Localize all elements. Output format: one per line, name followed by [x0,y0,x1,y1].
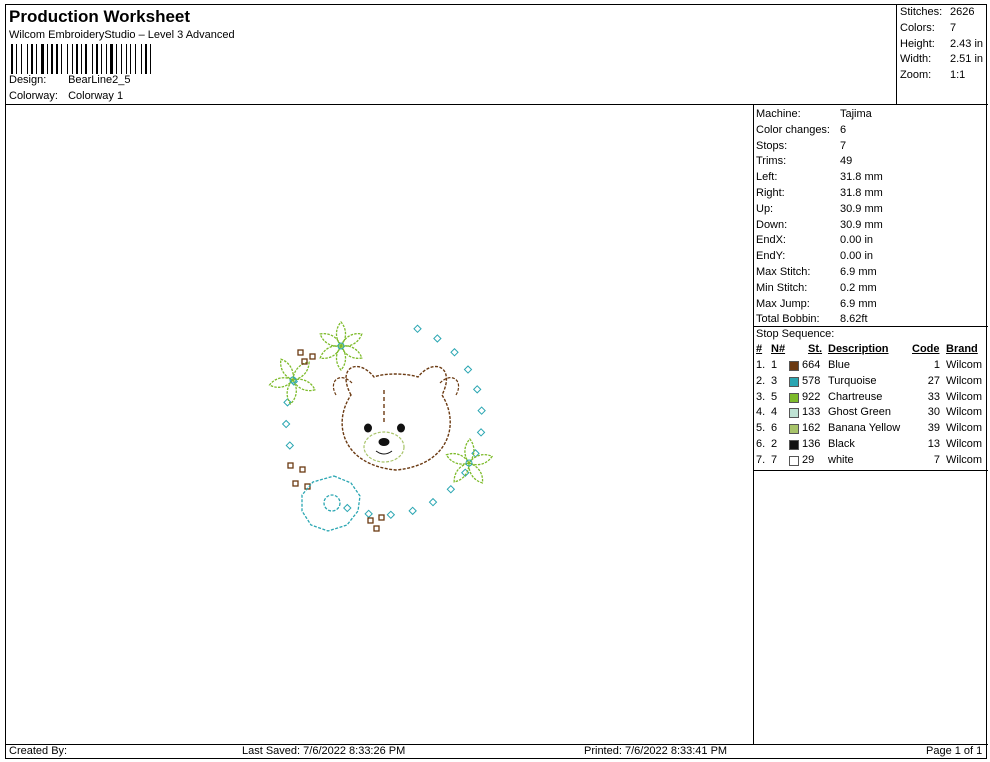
cell-num: 1. [756,359,766,371]
info-label: Down: [756,218,788,231]
barcode-bar [118,44,120,74]
cell-num: 6. [756,438,766,450]
table-header [753,343,988,359]
col-brand: Brand [946,343,978,355]
barcode-bar [148,44,149,74]
worksheet-header [6,5,896,105]
barcode-bar [108,44,109,74]
cell-code: 30 [927,406,940,419]
stitches-value: 2626 [950,6,975,18]
cell-num: 7. [756,453,766,466]
info-label: Max Stitch: [756,266,811,278]
barcode-bar [63,44,66,74]
cell-st: 29 [802,453,815,466]
barcode-bar [135,44,136,74]
height-label: Height: [900,38,935,50]
barcode-bar [61,44,62,74]
barcode-bar [38,44,40,74]
colorway-label: Colorway: [9,90,58,102]
ring-stitch [414,325,421,332]
width-label: Width: [900,53,932,65]
info-value: 31.8 mm [840,187,883,199]
barcode-bar [106,44,107,74]
cell-st: 133 [802,406,821,419]
ring-stitch [478,407,485,414]
barcode-bar [21,44,22,74]
page-title: Production Worksheet [9,7,191,26]
info-value: 0.2 mm [840,281,877,294]
cell-description: Banana Yellow [828,422,901,435]
col-code: Code [912,343,940,355]
cell-st: 664 [802,359,821,371]
info-row [756,108,872,120]
cell-n: 3 [771,374,778,387]
cell-brand: Wilcom [946,406,983,419]
cell-description: Turquoise [828,374,877,387]
barcode-bar [18,44,20,74]
info-row [756,155,852,167]
created-by: Created By: [9,745,68,757]
barcode-bar [126,44,127,74]
info-label: Total Bobbin: [756,313,820,326]
ring-stitch [447,486,454,493]
barcode-bar [56,44,58,74]
cell-code: 7 [933,453,940,466]
info-row [756,171,883,183]
barcode-bar [83,44,84,74]
info-label: Left: [756,171,778,184]
info-label: Max Jump: [756,297,810,310]
color-swatch [789,361,799,371]
info-row [756,203,883,215]
height-value: 2.43 in [950,38,984,50]
ring-stitch [344,505,351,512]
barcode-bar [99,44,100,74]
cell-brand: Wilcom [946,438,983,450]
barcode-bar [130,44,131,74]
info-value: 6.9 mm [840,297,877,310]
barcode-bar [92,44,93,74]
barcode-bar [23,44,26,74]
cell-description: Black [828,438,855,450]
barcode-bar [94,44,95,74]
cell-num: 5. [756,422,766,435]
info-label: Min Stitch: [756,281,808,294]
barcode-bar [45,44,46,74]
info-value: 0.00 in [840,250,874,263]
info-row [756,219,883,231]
barcode-bar [72,44,73,74]
table-row [753,375,988,391]
info-row [756,298,877,310]
cell-code: 1 [933,359,940,371]
brown-dot [310,354,315,359]
info-label: EndX: [756,234,786,247]
ring-stitch [365,510,372,517]
barcode-bar [11,44,13,74]
info-value: 49 [840,155,853,168]
barcode-bar [150,44,151,74]
barcode-bar [137,44,140,74]
ring-stitch [283,420,290,427]
zoom-label: Zoom: [900,69,932,81]
cell-n: 1 [771,359,778,371]
embroidery-design-image [6,105,753,744]
bear-face-icon [333,367,458,470]
brown-dot [368,518,373,523]
barcode-image [11,44,176,74]
info-row [756,124,846,136]
table-bottom-divider [753,470,988,471]
barcode-bar [114,44,115,74]
barcode-bar [88,44,91,74]
color-swatch [789,440,799,450]
leaf-cluster-icon [445,439,493,486]
brown-dot [298,350,303,355]
barcode-bar [128,44,129,74]
color-swatch [789,408,799,418]
table-row [753,359,988,375]
info-value: 31.8 mm [840,171,883,184]
table-row [753,406,988,422]
colors-label: Colors: [900,22,935,34]
colors-value: 7 [950,22,957,34]
width-value: 2.51 in [950,53,984,65]
barcode-bar [85,44,87,74]
stop-sequence-title: Stop Sequence: [756,328,835,340]
info-row [756,313,868,325]
cell-st: 162 [802,422,821,435]
info-row [756,282,877,294]
barcode-bar [67,44,68,74]
info-value: Tajima [840,108,872,120]
barcode-bar [145,44,147,74]
cell-description: Ghost Green [828,406,891,419]
cell-num: 4. [756,406,766,419]
page-number: Page 1 of 1 [926,745,983,757]
cell-n: 4 [771,406,778,419]
barcode-bar [110,44,113,74]
info-value: 0.00 in [840,234,874,247]
barcode-bar [132,44,134,74]
cell-brand: Wilcom [946,359,983,371]
barcode-bar [123,44,125,74]
col-n: N# [771,343,786,355]
colorway-row [9,90,123,102]
barcode-bar [96,44,98,74]
info-label: Machine: [756,108,801,120]
barcode-bar [29,44,30,74]
cell-brand: Wilcom [946,390,983,403]
brown-dot [293,481,298,486]
design-value: BearLine2_5 [68,74,131,86]
leaf [336,346,345,370]
barcode-bar [121,44,122,74]
table-row [753,454,988,470]
stitches-label: Stitches: [900,6,943,18]
info-value: 7 [840,139,847,152]
info-label: Up: [756,202,774,215]
leaf [339,330,364,350]
barcode-bar [76,44,78,74]
table-row [753,422,988,438]
design-preview [6,105,753,744]
printed-date: Printed: 7/6/2022 8:33:41 PM [584,745,728,757]
col-num: # [756,343,763,355]
cell-code: 39 [927,422,940,435]
info-row [756,250,873,262]
ring-stitch [478,429,485,436]
brown-dot [288,463,293,468]
zoom-value: 1:1 [950,69,966,81]
ring-stitch [286,442,293,449]
table-row [753,438,988,454]
cell-num: 2. [756,374,766,387]
barcode-bar [31,44,33,74]
barcode-bar [54,44,55,74]
design-label: Design: [9,74,47,86]
ring-stitch [429,499,436,506]
info-row [756,234,873,246]
barcode-bar [69,44,71,74]
cell-brand: Wilcom [946,453,983,466]
info-row [756,140,846,152]
info-label: Trims: [756,155,787,168]
leaf-clusters [269,322,494,485]
info-label: EndY: [756,250,786,263]
col-st: St. [808,343,823,355]
col-description: Description [828,343,889,355]
info-value: 8.62ft [840,313,868,326]
leaf-cluster-icon [269,357,317,404]
cell-code: 13 [927,438,940,450]
ring-stitch [409,507,416,514]
cell-st: 136 [802,438,821,450]
cell-st: 922 [802,390,821,403]
barcode-bar [36,44,37,74]
barcode-bar [27,44,28,74]
cell-description: Blue [828,359,851,371]
worksheet-frame [5,4,987,759]
barcode-bar [47,44,48,74]
barcode-bar [16,44,17,74]
brown-dot [374,526,379,531]
info-row [756,266,877,278]
info-value: 30.9 mm [840,218,883,231]
cell-description: white [828,453,854,466]
cell-st: 578 [802,374,821,387]
table-row [753,391,988,407]
barcode-bar [59,44,60,74]
cell-n: 5 [771,390,778,403]
cell-brand: Wilcom [946,374,983,387]
software-name: Wilcom EmbroideryStudio – Level 3 Advanced [9,29,235,41]
barcode-bar [74,44,75,74]
barcode-bar [79,44,80,74]
info-value: 6.9 mm [840,266,877,278]
brown-dot [379,515,384,520]
cell-n: 2 [771,438,778,450]
ring-stitch [434,335,441,342]
barcode-bar [34,44,35,74]
barcode-bar [81,44,82,74]
turquoise-flower-icon [302,476,360,531]
barcode-bar [103,44,105,74]
info-label: Right: [756,187,785,199]
barcode-bar [101,44,102,74]
cell-n: 7 [771,453,778,466]
cell-code: 33 [927,390,940,403]
barcode-bar [41,44,44,74]
barcode-bar [51,44,53,74]
color-swatch [789,377,799,387]
design-row [9,74,130,86]
leaf-cluster-icon [318,322,364,370]
barcode-bar [14,44,15,74]
barcode-bar [49,44,50,74]
worksheet-footer [6,744,988,760]
ring-stitch [464,366,471,373]
barcode-bar [116,44,117,74]
leaf [336,322,345,346]
leaf [318,342,343,362]
color-swatch [789,393,799,403]
ring-stitch [451,349,458,356]
brown-dot [300,467,305,472]
info-divider [753,326,988,327]
color-swatch [789,424,799,434]
cell-brand: Wilcom [946,422,983,435]
info-label: Stops: [756,139,788,152]
info-value: 30.9 mm [840,202,883,215]
info-label: Color changes: [756,123,830,136]
ring-stitch [474,386,481,393]
summary-panel [896,5,988,105]
ring-stitch [387,511,394,518]
color-swatch [789,456,799,466]
cell-description: Chartreuse [828,390,883,403]
cell-n: 6 [771,422,778,435]
colorway-value: Colorway 1 [68,90,124,102]
barcode-bar [141,44,142,74]
last-saved: Last Saved: 7/6/2022 8:33:26 PM [242,745,406,757]
cell-code: 27 [927,374,940,387]
info-value: 6 [840,123,847,136]
barcode-bar [143,44,144,74]
info-row [756,187,883,199]
cell-num: 3. [756,390,766,403]
barcode-bar [152,44,154,74]
